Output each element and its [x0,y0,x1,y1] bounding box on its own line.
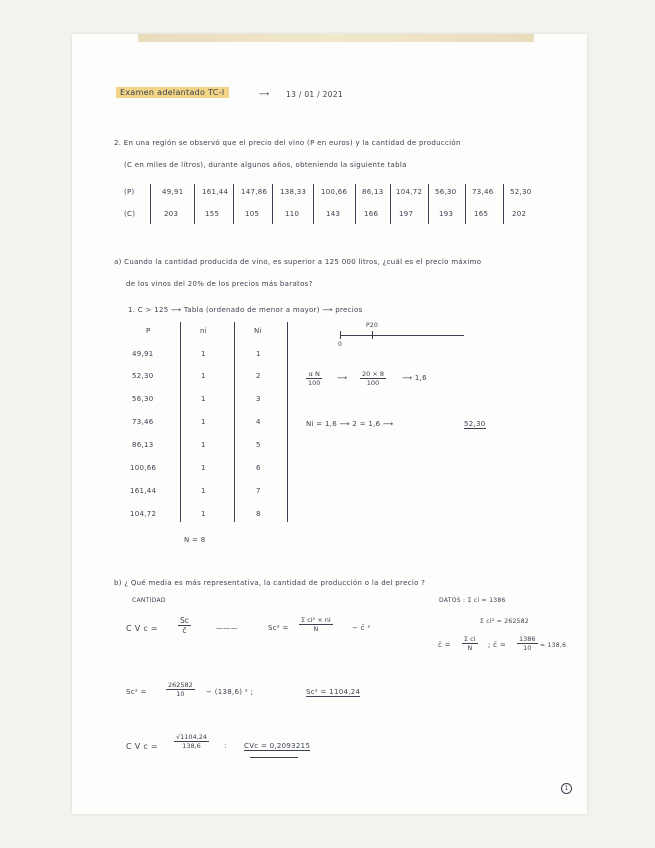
fraction-numerator: Σ ci [464,635,476,643]
column-divider [180,322,181,522]
tape-strip [138,34,534,42]
number-line [340,335,464,336]
sorted-Ni: 2 [256,372,261,380]
sorted-Ni: 5 [256,441,261,449]
calc-lhs: Sc² = [126,688,147,696]
calc-fraction [166,681,195,698]
sorted-ni: 1 [201,372,206,380]
label-cantidad: CANTIDAD [132,597,166,604]
mean-lhs: c̄ = [438,641,451,649]
sorted-p: 73,46 [132,418,154,426]
c-value: 110 [285,210,300,218]
mean-mid: ; c̄ = [488,641,507,649]
axis-tick [340,331,341,339]
sorted-p: 86,13 [132,441,154,449]
cv2-fraction [174,733,209,750]
row-label-p: (P) [124,188,135,196]
table-divider [194,184,195,224]
c-value: 203 [164,210,179,218]
p-value: 100,66 [321,188,348,196]
exam-title: Examen adelantado TC-I [116,88,229,97]
c-value: 193 [439,210,454,218]
cv2-lhs: C V c = [126,742,158,751]
c-value: 202 [512,210,527,218]
sorted-p: 49,91 [132,350,154,358]
fraction-denominator: 100 [308,379,321,387]
table-divider [428,184,429,224]
part-a-question-1: a) Cuando la cantidad producida de vino, es superior a 125 000 litros, ¿cuál es el precio máximo [114,258,482,266]
part-b-question: b) ¿ Qué media es más representativa, la cantidad de producción o la del precio ? [114,579,426,587]
datos-sum-sq: Σ ci² = 262582 [480,618,530,625]
cv2-colon: : [224,742,227,750]
p-value: 161,44 [202,188,229,196]
sorted-p: 104,72 [130,510,157,518]
var-lhs: Sc² = [268,624,289,632]
mean-result: = 138,6 [540,642,567,649]
p-value: 73,46 [472,188,494,196]
sorted-Ni: 6 [256,464,261,472]
fraction-denominator: 100 [366,379,380,387]
part-a-question-2: de los vinos del 20% de los precios más baratos? [126,280,313,288]
p20-label: P20 [366,322,379,329]
fraction-20x8 [360,370,386,387]
sorted-Ni: 3 [256,395,261,403]
table-divider [272,184,273,224]
double-underline [250,757,298,758]
table-divider [233,184,234,224]
fraction-numerator: Sc [180,616,189,625]
sorted-p: 100,66 [130,464,157,472]
sorted-ni: 1 [201,350,206,358]
sorted-ni: 1 [201,418,206,426]
col-header-ni: ni [200,327,207,335]
table-divider [150,184,151,224]
sorted-p: 52,30 [132,372,154,380]
answer-a: 52,30 [464,420,486,428]
column-divider [287,322,288,522]
page-number: 1 [561,783,572,794]
mean-fraction-values [517,635,538,652]
p-value: 52,30 [510,188,532,196]
row-label-c: (C) [124,210,136,218]
p-value: 56,30 [435,188,457,196]
c-value: 166 [364,210,379,218]
sorted-ni: 1 [201,510,206,518]
total-n: N = 8 [184,536,206,544]
sorted-Ni: 7 [256,487,261,495]
fraction-numerator: √1104,24 [176,733,208,741]
cv-result: CVc = 0,2093215 [244,742,311,750]
fraction-numerator: 1386 [519,635,536,643]
datos-sum: DATOS : Σ ci = 1386 [439,597,506,604]
sorted-Ni: 1 [256,350,261,358]
fraction-numerator: 262582 [168,681,193,689]
c-value: 155 [205,210,220,218]
fraction-numerator: α N [306,370,322,379]
p-value: 147,86 [241,188,268,196]
c-value: 165 [474,210,489,218]
sorted-p: 161,44 [130,487,157,495]
p-value: 138,33 [280,188,307,196]
problem-line-2: (C en miles de litros), durante algunos años, obteniendo la siguiente tabla [124,161,407,169]
calc-arrow: ⟶ [337,374,348,382]
table-divider [313,184,314,224]
calc-result: ⟶ 1,6 [402,374,427,382]
sorted-Ni: 4 [256,418,261,426]
sorted-p: 56,30 [132,395,154,403]
sorted-Ni: 8 [256,510,261,518]
mean-fraction [462,635,478,652]
sorted-ni: 1 [201,487,206,495]
p-value: 104,72 [396,188,423,196]
cv-dash: ——— [216,624,238,632]
fraction-denominator: N [313,625,319,633]
fraction-denominator: N [467,644,473,652]
axis-tick [372,331,373,339]
sorted-ni: 1 [201,395,206,403]
calc-line-2: Ni = 1,6 ⟶ 2 = 1,6 ⟶ [306,420,394,428]
p-value: 86,13 [362,188,384,196]
title-arrow: ⟶ [259,90,270,98]
c-value: 143 [326,210,341,218]
exam-date: 13 / 01 / 2021 [286,90,343,99]
table-divider [390,184,391,224]
var-fraction [299,616,333,633]
fraction-alpha-n [306,370,322,387]
sorted-ni: 1 [201,441,206,449]
part-a-step: 1. C > 125 ⟶ Tabla (ordenado de menor a mayor) ⟶ precios [128,306,363,314]
c-value: 197 [399,210,414,218]
col-header-p: P [146,327,151,335]
cv-lhs: C V c = [126,624,158,633]
table-divider [355,184,356,224]
calc-mid: − (138,6) ² ; [206,688,254,696]
axis-zero: 0 [338,341,343,348]
fraction-denominator: c̄ [182,626,187,635]
fraction-denominator: 138,6 [182,742,201,750]
variance-result: Sc² = 1104,24 [306,688,361,696]
col-header-Ni: Ni [254,327,262,335]
table-divider [503,184,504,224]
c-value: 105 [245,210,260,218]
column-divider [234,322,235,522]
table-divider [465,184,466,224]
fraction-numerator: 20 × 8 [362,370,384,378]
problem-line-1: 2. En una región se observó que el precio del vino (P en euros) y la cantidad de producción [114,139,461,147]
fraction-denominator: 10 [176,690,185,698]
fraction-denominator: 10 [523,644,532,652]
fraction-numerator: Σ ci² × ni [301,616,331,624]
var-tail: − c̄ ² [352,624,371,632]
p-value: 49,91 [162,188,184,196]
sorted-ni: 1 [201,464,206,472]
cv-fraction [178,616,191,635]
